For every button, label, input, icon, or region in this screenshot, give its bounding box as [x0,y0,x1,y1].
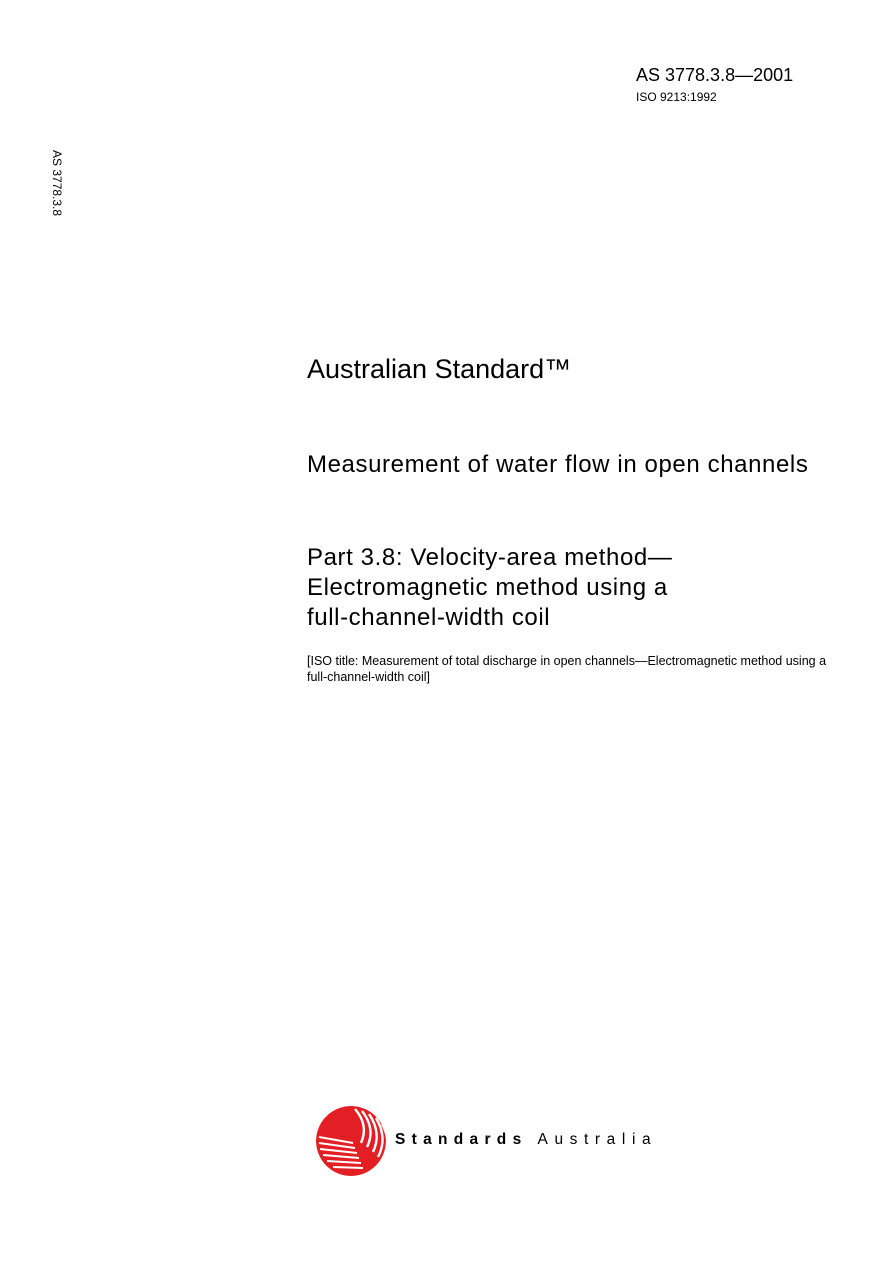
standard-number: AS 3778.3.8—2001 [636,65,794,85]
standards-australia-logo [315,1103,695,1179]
part-title-line: Part 3.8: Velocity-area method— [307,544,673,571]
logo-word-australia: Australia [537,1131,658,1148]
spine-label: AS 3778.3.8 [50,150,64,217]
part-title [307,543,827,633]
logo-wordmark [395,1130,657,1150]
iso-title: [ISO title: Measurement of total discharge in open channels—Electromagnetic method using a full-channel-width coil] [307,654,827,684]
part-title-line: Electromagnetic method using a [307,574,668,601]
part-title-line: full-channel-width coil [307,604,551,631]
document-title: Measurement of water flow in open channels [307,451,809,478]
brand-title: Australian Standard™ [307,354,572,384]
iso-number: ISO 9213:1992 [636,90,717,104]
standards-australia-emblem-icon [315,1103,389,1179]
logo-word-standards: Standards [395,1131,528,1148]
